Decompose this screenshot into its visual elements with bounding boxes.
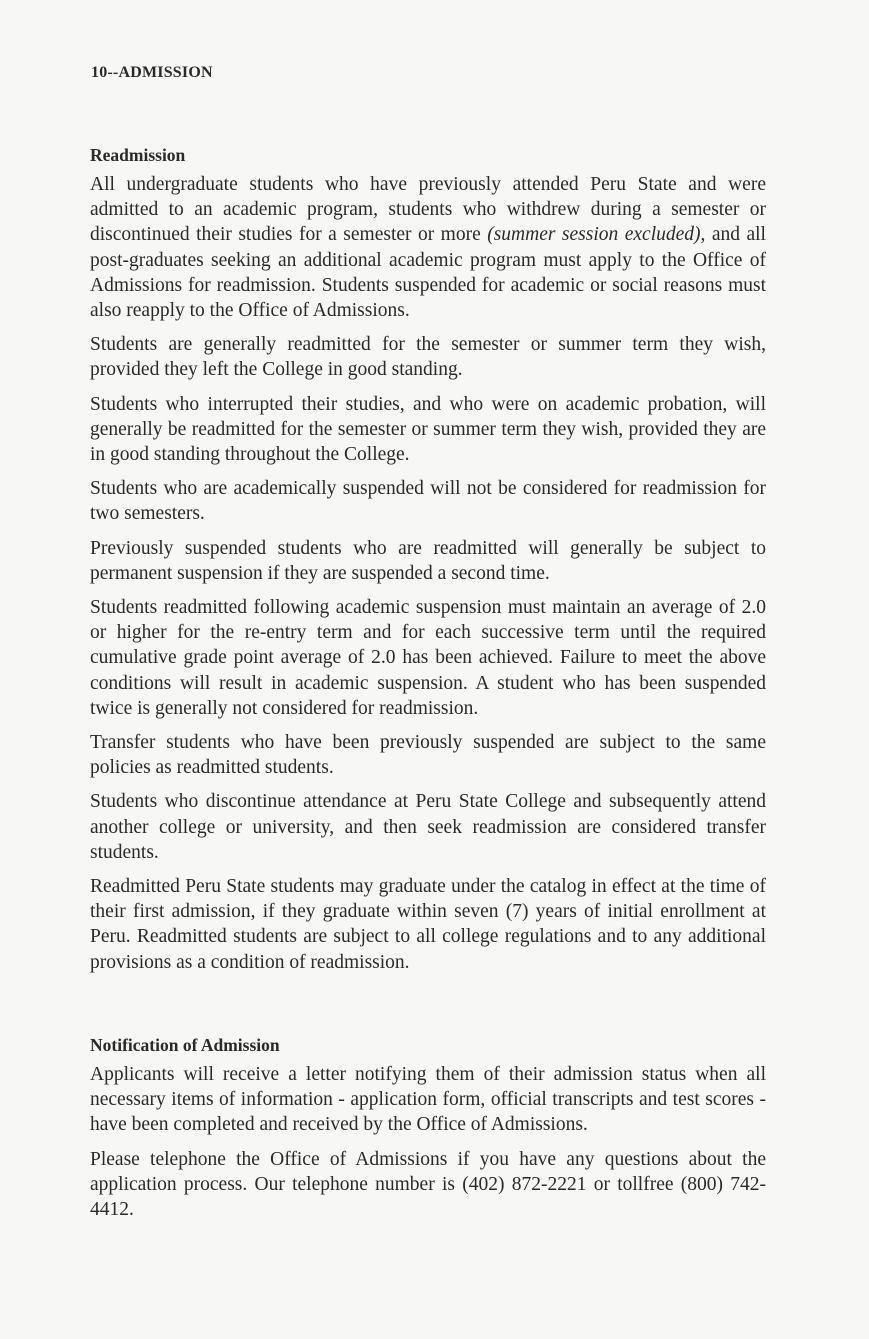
readmission-paragraph-transfer-policy: Transfer students who have been previously suspended are subject to the same policies as readmitted students. [90,732,766,779]
notification-heading: Notification of Admission [90,1035,280,1055]
running-head: 10--ADMISSION [91,64,213,81]
intro-text-after: and all post-graduates seeking an additional academic program must apply to the Office of Admissions for readmission. Students suspended for academic or social reasons must also reapply to the Office of Admissions. [90,224,766,322]
readmission-heading: Readmission [90,145,186,165]
readmission-paragraph-transfer-students: Students who discontinue attendance at Peru State College and subsequently attend another college or university, and then seek readmission are considered transfer students. [90,791,766,863]
readmission-paragraph-probation: Students who interrupted their studies, and who were on academic probation, will generally be readmitted for the semester or summer term they wish, provided they are in good standing throughout the College. [90,393,766,466]
readmission-paragraph-grade-average: Students readmitted following academic suspension must maintain an average of 2.0 or higher for the re-entry term and for each successive term until the required cumulative grade point average of 2.0 has been achieved. Failure to meet the above conditions will result in academic suspension. A student who has been suspended twice is generally not considered for readmission. [90,597,766,719]
readmission-paragraph-catalog: Readmitted Peru State students may graduate under the catalog in effect at the time of their first admission, if they graduate within seven (7) years of initial enrollment at Peru. Readmitted students are subject to all college regulations and to any additional provisions as a condition of readmission. [90,876,766,973]
intro-italic-note: (summer session excluded), [487,224,706,246]
intro-text-before: All undergraduate students who have previously attended Peru State and were admitted to an academic program, students who withdrew during a semester or discontinued their studies for a semester or more [90,174,766,246]
notification-section [90,1033,766,1231]
readmission-section [90,143,766,984]
notification-paragraph-letter: Applicants will receive a letter notifying them of their admission status when all necessary items of information - application form, official transcripts and test scores - have been completed and received by the Office of Admissions. [90,1064,766,1136]
readmission-paragraph-good-standing: Students are generally readmitted for the semester or summer term they wish, provided they left the College in good standing. [90,334,766,381]
readmission-paragraph-permanent-suspension: Previously suspended students who are readmitted will generally be subject to permanent suspension if they are suspended a second time. [90,537,766,584]
readmission-intro-paragraph [90,172,766,323]
notification-paragraph-telephone: Please telephone the Office of Admissions if you have any questions about the application process. Our telephone number is (402) 872-2221 or tollfree (800) 742-4412. [90,1148,766,1221]
readmission-paragraph-suspended: Students who are academically suspended will not be considered for readmission for two semesters. [90,478,766,525]
